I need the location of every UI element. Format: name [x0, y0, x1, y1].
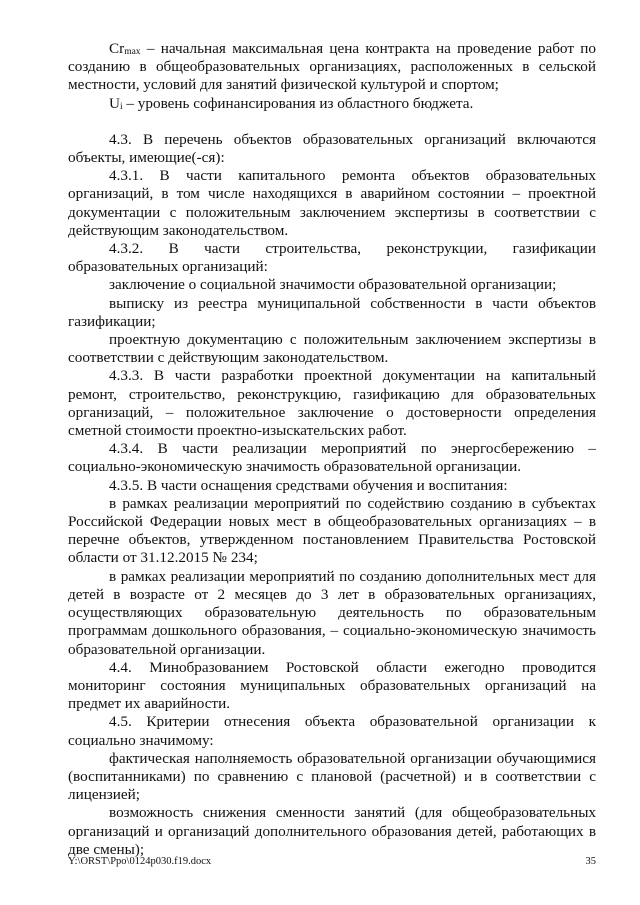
paragraph-4-3-4: 4.3.4. В части реализации мероприятий по энергосбережению – социально-экономическую значимость образовательной организации. — [68, 440, 596, 476]
definition-u — [68, 95, 596, 113]
paragraph-4-3-2-item: выписку из реестра муниципальной собственности в части объектов газификации; — [68, 294, 596, 330]
paragraph-4-4: 4.4. Минобразованием Ростовской области ежегодно проводится мониторинг состояния муниципальных образовательных организаций на предмет их аварийности. — [68, 658, 596, 713]
paragraph-4-3-3: 4.3.3. В части разработки проектной документации на капитальный ремонт, строительство, реконструкцию, газификацию для образовательных организаций, – положительное заключение о достоверности определения сметной стоимости проектно-изыскательских работ. — [68, 367, 596, 440]
definition-cr — [68, 40, 596, 95]
paragraph-4-5-item: фактическая наполняемость образовательной организации обучающимися (воспитанниками) по сравнению с плановой (расчетной) и в соответствии с лицензией; — [68, 749, 596, 804]
paragraph-4-5: 4.5. Критерии отнесения объекта образовательной организации к социально значимому: — [68, 713, 596, 749]
paragraph-4-3-5-item: в рамках реализации мероприятий по созданию дополнительных мест для детей в возрасте от 2 месяцев до 3 лет в образовательных организациях, осуществляющих образовательную деятельность по образовательным программам дошкольного образования, – социально-экономическую значимость образовательной организации. — [68, 567, 596, 658]
paragraph-4-3-2-item: заключение о социальной значимости образовательной организации; — [109, 276, 557, 294]
paragraph-4-5-item: возможность снижения сменности занятий (для общеобразовательных организаций и организаций дополнительного образования детей, работающих в две смены); — [68, 804, 596, 858]
definition-cr-text: – начальная максимальная цена контракта на проведение работ по созданию в общеобразовательных организациях, расположенных в сельской местности, условий для занятий физической культурой и спортом; — [68, 40, 596, 94]
paragraph-4-3-1: 4.3.1. В части капитального ремонта объектов образовательных организаций, в том числе находящихся в аварийном состоянии – проектной документации с положительным заключением экспертизы в соответствии с действующим законодательством. — [68, 167, 596, 239]
paragraph-4-3-2: 4.3.2. В части строительства, реконструкции, газификации образовательных организаций: — [68, 240, 596, 276]
paragraph-4-3-2-item: проектную документацию с положительным заключением экспертизы в соответствии с действующим законодательством. — [68, 331, 596, 367]
footer-page-number: 35 — [585, 856, 596, 867]
document-body — [68, 40, 596, 859]
footer-file-path: Y:\ORST\Ppo\0124p030.f19.docx — [68, 856, 212, 867]
symbol-cr-subscript: max — [124, 47, 141, 57]
symbol-u-subscript: i — [119, 101, 123, 112]
paragraph-4-3-5: 4.3.5. В части оснащения средствами обучения и воспитания: — [109, 476, 508, 494]
symbol-u: U — [109, 94, 120, 112]
definition-u-text: – уровень софинансирования из областного бюджета. — [122, 94, 474, 112]
paragraph-4-3-5-item: в рамках реализации мероприятий по содействию созданию в субъектах Российской Федерации новых мест в общеобразовательных организациях – в перечне объектов, утвержденном постановлением Правительства Ростовской области от 31.12.2015 № 234; — [68, 494, 596, 567]
paragraph-4-3: 4.3. В перечень объектов образовательных организаций включаются объекты, имеющие(-ся): — [68, 130, 596, 167]
symbol-cr: Cr — [109, 40, 125, 57]
